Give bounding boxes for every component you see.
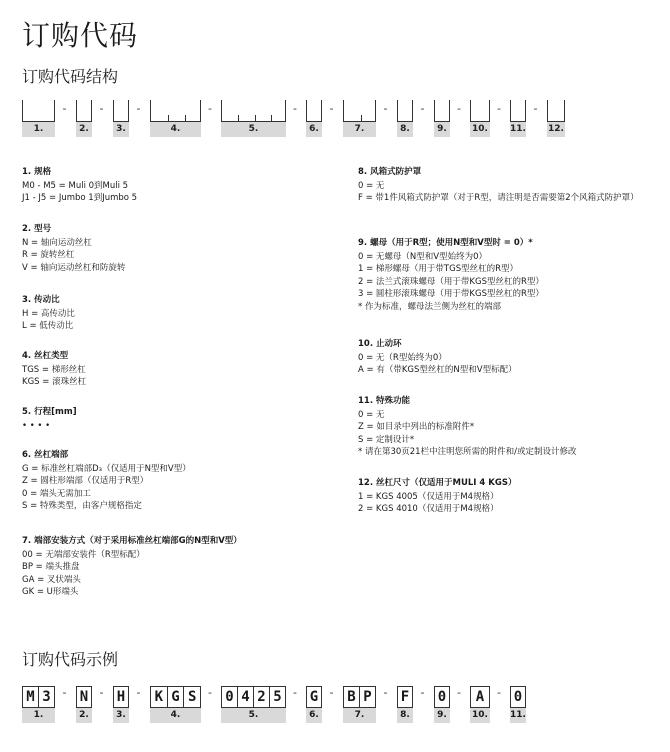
- code-box: [510, 100, 526, 122]
- separator-dash: -: [136, 102, 141, 115]
- slot-number: 1.: [22, 708, 55, 723]
- slot-number: 11.: [510, 708, 526, 723]
- code-character: K: [151, 687, 168, 707]
- code-box: [470, 686, 490, 708]
- separator-dash: -: [62, 102, 67, 115]
- option-section: [22, 535, 322, 599]
- option-line: 00 = 无端部安装件（R型标配）: [22, 549, 145, 560]
- slot-number: 7.: [343, 122, 376, 137]
- separator-dash: -: [497, 102, 501, 115]
- code-character: H: [116, 689, 126, 705]
- code-box: [150, 100, 201, 122]
- separator-dash: -: [208, 102, 212, 115]
- separator-dash: -: [99, 102, 104, 115]
- code-character: B: [344, 687, 360, 707]
- section-title: 10. 止动环: [358, 339, 402, 349]
- option-section: [22, 223, 322, 274]
- option-section: [358, 166, 658, 205]
- separator-dash: -: [420, 102, 425, 115]
- code-box: [221, 100, 286, 122]
- option-line: 1 = KGS 4005（仅适用于M4规格）: [358, 491, 499, 502]
- separator-dash: -: [62, 686, 67, 699]
- section-title: 2. 型号: [22, 224, 52, 234]
- code-character: 0: [513, 689, 523, 705]
- option-section: [358, 237, 658, 314]
- option-line: G = 标准丝杠端部D₃（仅适用于N型和V型）: [22, 463, 191, 474]
- code-character: S: [187, 689, 197, 705]
- code-character: G: [309, 689, 319, 705]
- code-box: [397, 686, 413, 708]
- option-line: GA = 叉状端头: [22, 574, 81, 585]
- option-line: J1 - J5 = Jumbo 1到Jumbo 5: [22, 193, 138, 204]
- option-line: KGS = 滚珠丝杠: [22, 377, 87, 388]
- option-line: * 作为标准，螺母法兰侧为丝杠的端部: [358, 301, 501, 312]
- code-box: [547, 100, 565, 122]
- code-character: 2: [254, 687, 270, 707]
- option-line: GK = U形端头: [22, 587, 79, 598]
- slot-number: 1.: [22, 122, 55, 137]
- code-box: [306, 100, 322, 122]
- code-character: 3: [42, 689, 51, 705]
- section-title: 4. 丝杠类型: [22, 351, 69, 361]
- separator-dash: -: [420, 686, 425, 699]
- option-line: N = 轴向运动丝杠: [22, 237, 92, 248]
- slot-number: 6.: [306, 708, 322, 723]
- option-line: F = 带1件风箱式防护罩（对于R型，请注明是否需要第2个风箱式防护罩）: [358, 193, 639, 204]
- slot-number: 3.: [113, 708, 129, 723]
- option-line: TGS = 梯形丝杠: [22, 364, 86, 375]
- page-title: 订购代码: [22, 19, 139, 52]
- separator-dash: -: [533, 102, 538, 115]
- code-box: [434, 686, 450, 708]
- slot-number: 2.: [76, 708, 92, 723]
- slot-number: 10.: [470, 122, 490, 137]
- slot-number: 8.: [397, 122, 413, 137]
- section-title: 3. 传动比: [22, 295, 60, 305]
- section-title: 12. 丝杠尺寸（仅适用于MULI 4 KGS）: [358, 478, 517, 488]
- code-character: M: [23, 687, 39, 707]
- code-character: A: [475, 689, 485, 705]
- slot-number: 4.: [150, 122, 201, 137]
- section-title: 9. 螺母（用于R型；使用N型和V型时 = 0）*: [358, 238, 533, 248]
- slot-number: 4.: [150, 708, 201, 723]
- code-box: [510, 686, 526, 708]
- section-title: 1. 规格: [22, 167, 52, 177]
- option-line: 2 = KGS 4010（仅适用于M4规格）: [358, 504, 499, 515]
- cell-divider: [361, 115, 362, 121]
- code-character: 0: [222, 687, 238, 707]
- option-line: 2 = 法兰式滚珠螺母（用于带KGS型丝杠的R型）: [358, 276, 544, 287]
- slot-number: 3.: [113, 122, 129, 137]
- option-line: 3 = 圆柱形滚珠螺母（用于带KGS型丝杠的R型）: [358, 289, 544, 300]
- option-line: 0 = 无（R型始终为0）: [358, 352, 447, 363]
- slot-number: 2.: [76, 122, 92, 137]
- option-line: A = 有（带KGS型丝杠的N型和V型标配）: [358, 365, 517, 376]
- section-title: 8. 风箱式防护罩: [358, 167, 422, 177]
- separator-dash: -: [293, 686, 297, 699]
- option-line: BP = 端头推盘: [22, 562, 80, 573]
- section-title: 6. 丝杠端部: [22, 450, 69, 460]
- slot-number: 11.: [510, 122, 526, 137]
- separator-dash: -: [293, 102, 297, 115]
- option-line: Z = 如目录中列出的标准附件*: [358, 422, 475, 433]
- section-title: 7. 端部安装方式（对于采用标准丝杠端部G的N型和V型）: [22, 536, 242, 546]
- separator-dash: -: [208, 686, 212, 699]
- code-box: [434, 100, 450, 122]
- option-section: [22, 294, 322, 333]
- option-line: M0 - M5 = Muli 0到Muli 5: [22, 180, 129, 191]
- option-line: 0 = 端头无需加工: [22, 488, 91, 499]
- code-box: [22, 100, 55, 122]
- option-line: Z = 圆柱形端部（仅适用于R型）: [22, 476, 149, 487]
- code-box: [113, 100, 129, 122]
- option-line: S = 特殊类型，由客户规格指定: [22, 501, 142, 512]
- code-box: [343, 100, 376, 122]
- section-title: 11. 特殊功能: [358, 396, 411, 406]
- code-box: [221, 686, 286, 708]
- slot-number: 8.: [397, 708, 413, 723]
- option-line: • • • •: [22, 420, 51, 431]
- code-box: [22, 686, 55, 708]
- code-box: [397, 100, 413, 122]
- code-character: P: [363, 689, 372, 705]
- slot-number: 6.: [306, 122, 322, 137]
- code-box: [76, 100, 92, 122]
- code-character: 4: [238, 687, 254, 707]
- cell-divider: [185, 115, 186, 121]
- separator-dash: -: [329, 102, 334, 115]
- option-line: R = 旋转丝杠: [22, 250, 75, 261]
- option-section: [22, 350, 322, 389]
- separator-dash: -: [457, 102, 461, 115]
- code-box: [150, 686, 201, 708]
- separator-dash: -: [457, 686, 461, 699]
- section-title: 5. 行程[mm]: [22, 407, 77, 417]
- separator-dash: -: [136, 686, 141, 699]
- cell-divider: [238, 115, 239, 121]
- cell-divider: [255, 115, 256, 121]
- code-character: N: [79, 689, 89, 705]
- option-section: [22, 406, 322, 432]
- option-section: [358, 477, 658, 516]
- option-section: [358, 395, 658, 459]
- option-line: S = 定制设计*: [358, 434, 415, 445]
- option-line: L = 低传动比: [22, 321, 74, 332]
- code-box: [113, 686, 129, 708]
- option-line: * 请在第30页21栏中注明您所需的附件和/或定制设计修改: [358, 447, 577, 458]
- example-heading: 订购代码示例: [22, 650, 119, 669]
- code-character: 0: [437, 689, 447, 705]
- slot-number: 5.: [221, 122, 286, 137]
- code-box: [470, 100, 490, 122]
- option-line: 0 = 无: [358, 180, 385, 191]
- slot-number: 7.: [343, 708, 376, 723]
- option-line: 0 = 无: [358, 409, 385, 420]
- separator-dash: -: [383, 686, 388, 699]
- code-box: [306, 686, 322, 708]
- option-section: [22, 166, 322, 205]
- slot-number: 12.: [547, 122, 565, 137]
- slot-number: 9.: [434, 708, 450, 723]
- structure-heading: 订购代码结构: [22, 67, 119, 86]
- option-section: [22, 449, 322, 513]
- code-character: F: [400, 689, 410, 705]
- slot-number: 10.: [470, 708, 490, 723]
- code-box: [343, 686, 376, 708]
- separator-dash: -: [497, 686, 501, 699]
- option-line: H = 高传动比: [22, 308, 75, 319]
- cell-divider: [271, 115, 272, 121]
- code-box: [76, 686, 92, 708]
- option-line: 1 = 梯形螺母（用于带TGS型丝杠的R型）: [358, 264, 519, 275]
- option-section: [358, 338, 658, 377]
- cell-divider: [168, 115, 169, 121]
- code-character: 5: [273, 689, 282, 705]
- separator-dash: -: [329, 686, 334, 699]
- code-character: G: [168, 687, 185, 707]
- separator-dash: -: [383, 102, 388, 115]
- option-line: V = 轴向运动丝杠和防旋转: [22, 262, 126, 273]
- option-line: 0 = 无螺母（N型和V型始终为0）: [358, 251, 488, 262]
- separator-dash: -: [99, 686, 104, 699]
- slot-number: 9.: [434, 122, 450, 137]
- slot-number: 5.: [221, 708, 286, 723]
